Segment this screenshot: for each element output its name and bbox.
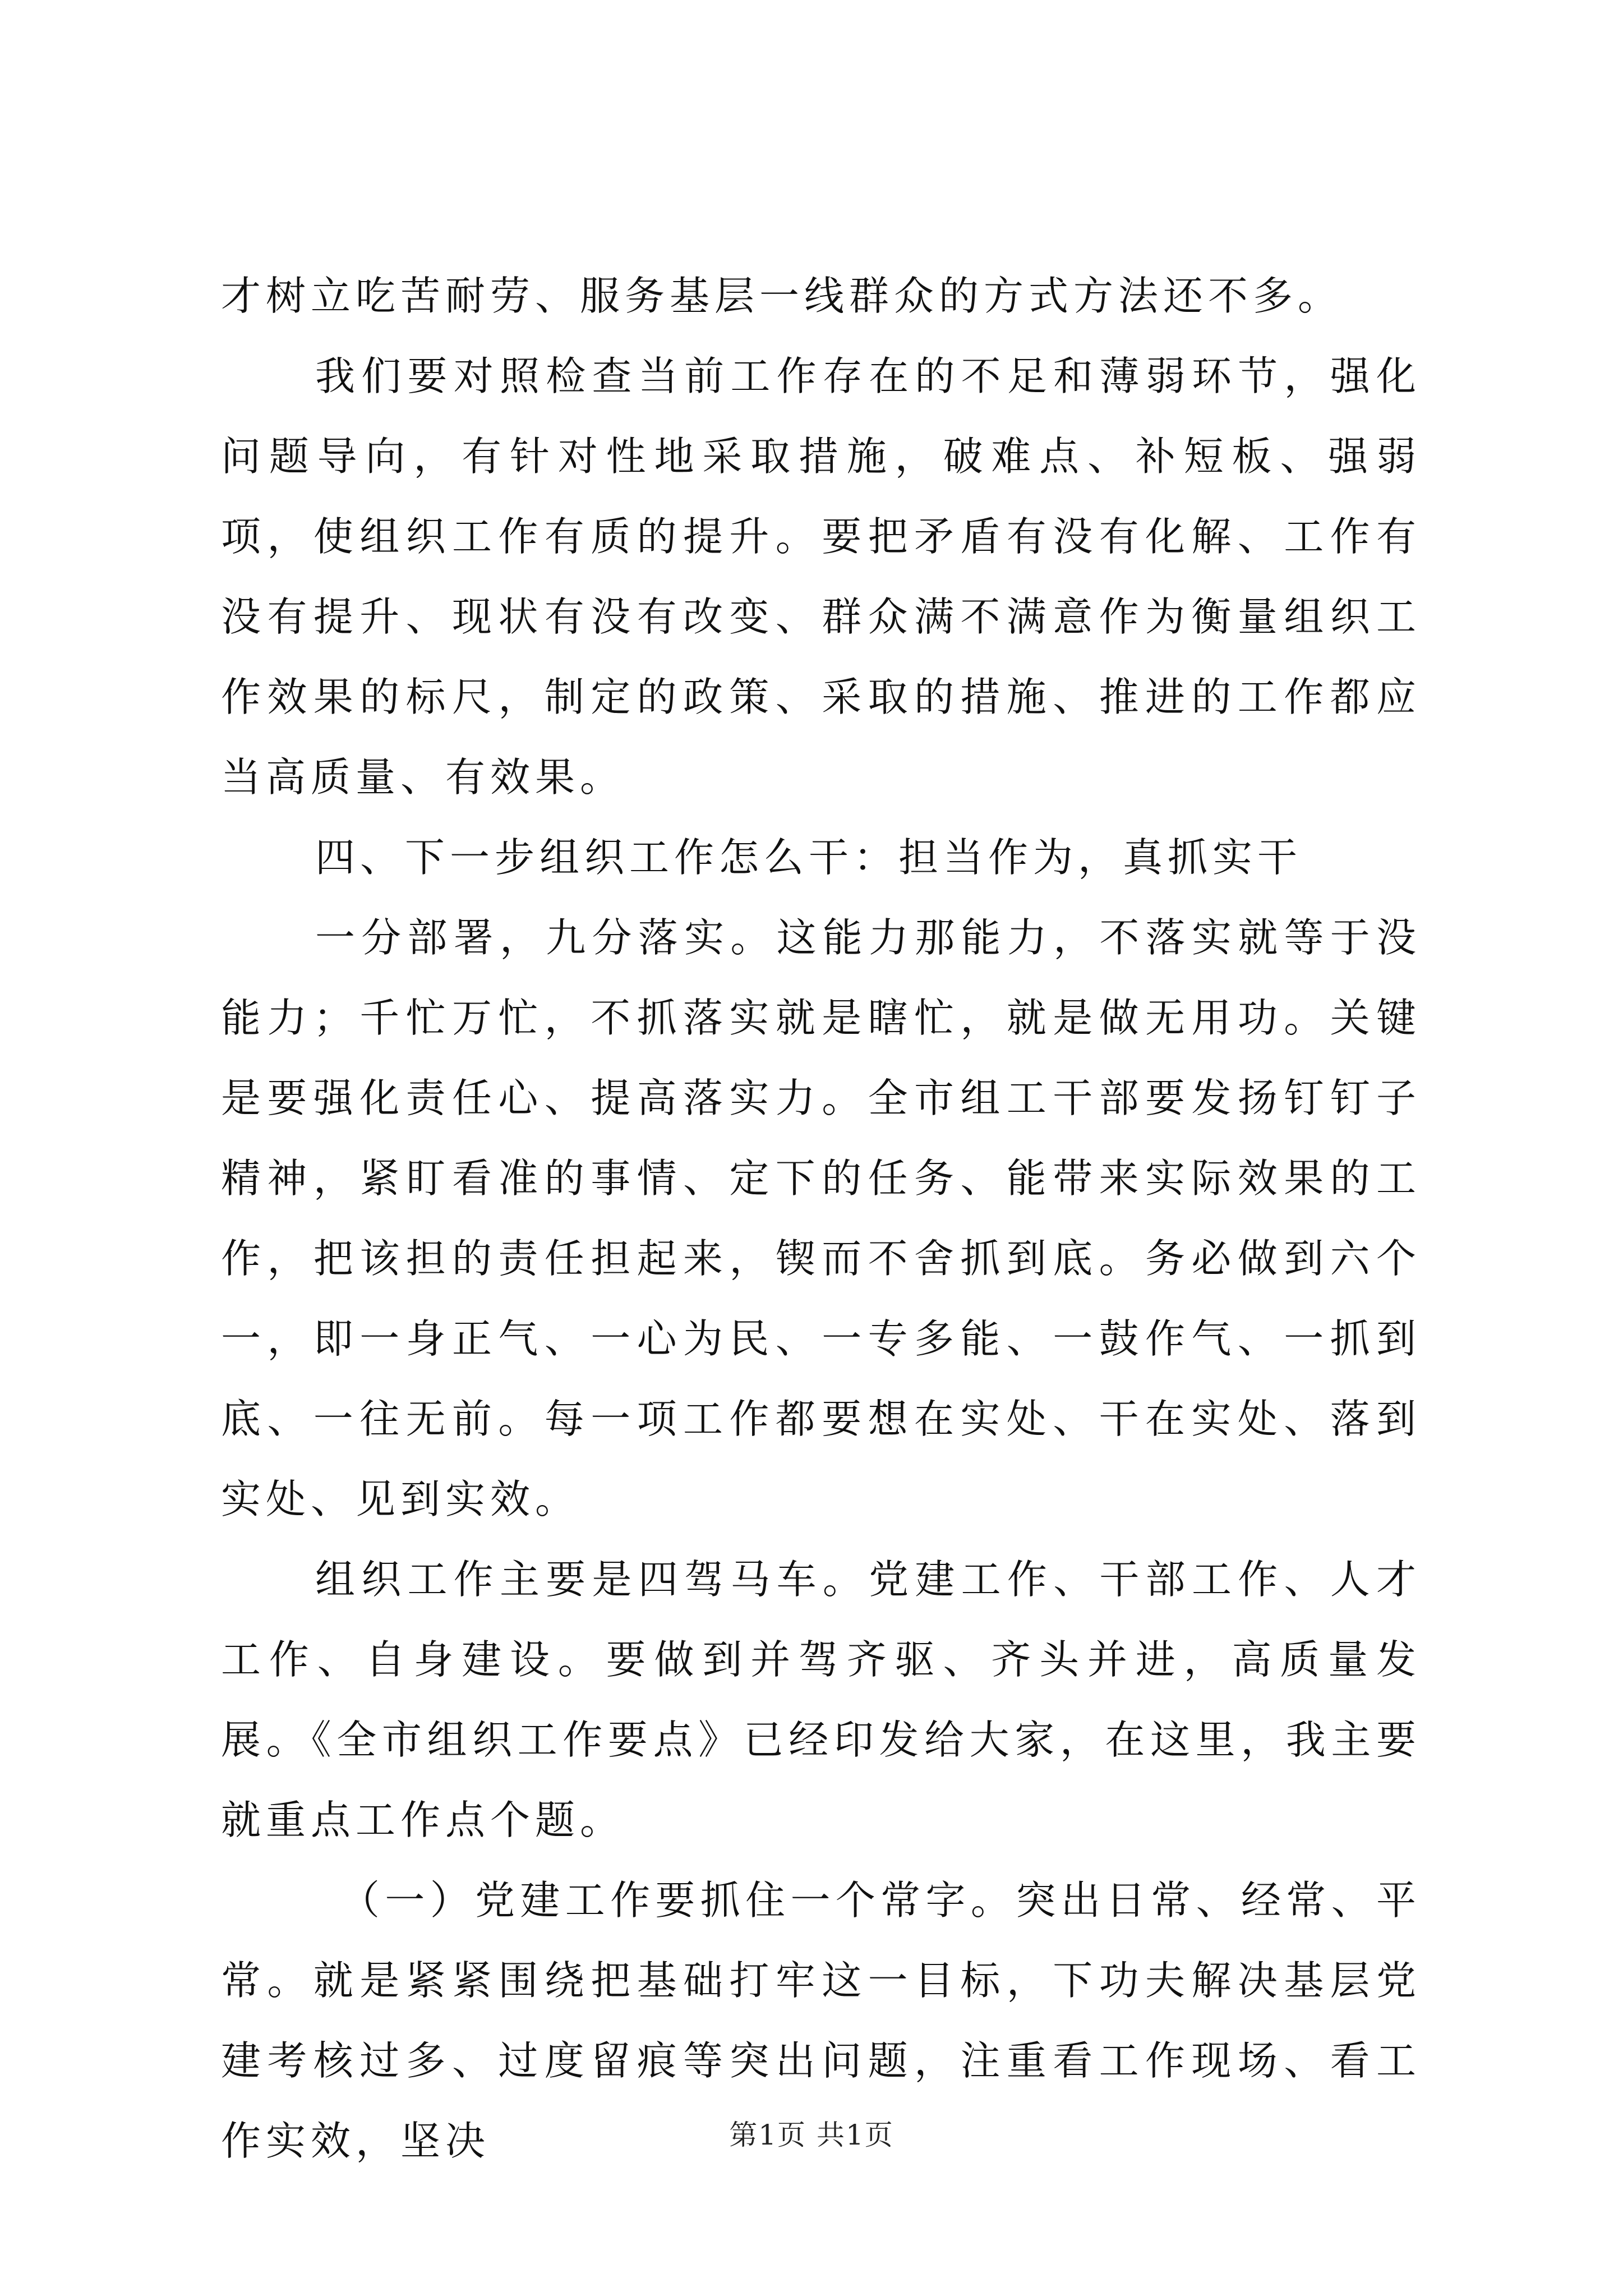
paragraph-implementation: 一分部署，九分落实。这能力那能力，不落实就等于没能力；千忙万忙，不抓落实就是瞎忙，就是做无用功。关键是要强化责任心、提高落实力。全市组工干部要发扬钉钉子精神，紧盯看准的事情、定下的任务、能带来实际效果的工作，把该担的责任担起来，锲而不舍抓到底。务必做到六个一，即一身正气、一心为民、一专多能、一鼓作气、一抓到底、一往无前。每一项工作都要想在实处、干在实处、落到实处、见到实效。 <box>221 914 1421 1522</box>
page-footer: 第1页 共1页 <box>729 2119 894 2151</box>
section-heading-next-steps: 四、下一步组织工作怎么干：担当作为，真抓实干 <box>315 834 1303 881</box>
paragraph-problem-orientation: 我们要对照检查当前工作存在的不足和薄弱环节，强化问题导向，有针对性地采取措施，破难点、补短板、强弱项，使组织工作有质的提升。要把矛盾有没有化解、工作有没有提升、现状有没有改变、群众满不满意作为衡量组织工作效果的标尺，制定的政策、采取的措施、推进的工作都应当高质量、有效果。 <box>221 353 1421 800</box>
document-body <box>221 256 1421 2181</box>
paragraph-four-carriages: 组织工作主要是四驾马车。党建工作、干部工作、人才工作、自身建设。要做到并驾齐驱、齐头并进，高质量发展。《全市组织工作要点》已经印发给大家，在这里，我主要就重点工作点个题。 <box>221 1556 1421 1843</box>
paragraph-continuation: 才树立吃苦耐劳、服务基层一线群众的方式方法还不多。 <box>221 273 1343 319</box>
paragraph-party-building: （一）党建工作要抓住一个常字。突出日常、经常、平常。就是紧紧围绕把基础打牢这一目标，下功夫解决基层党建考核过多、过度留痕等突出问题，注重看工作现场、看工作实效，坚决 <box>221 1877 1421 2164</box>
